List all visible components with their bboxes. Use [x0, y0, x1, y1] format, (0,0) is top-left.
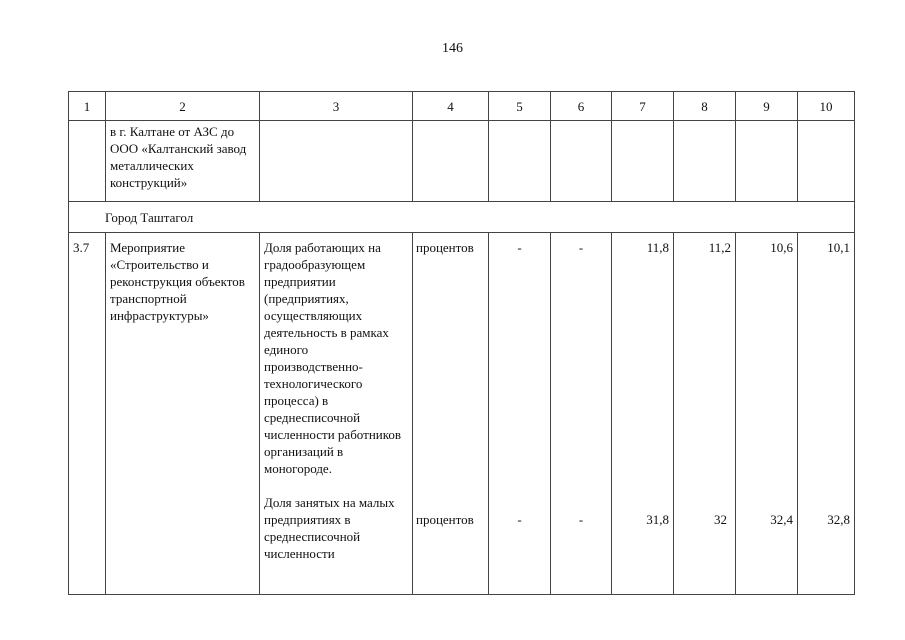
page-number: 146: [442, 41, 463, 56]
data-table: [68, 91, 855, 595]
continuation-name-cell: в г. Калтане от АЗС до ООО «Калтанский завод металлических конструкций»: [106, 121, 260, 202]
value: 31,8: [646, 512, 669, 527]
value: -: [578, 240, 584, 255]
table-cell: [612, 121, 674, 202]
header-cell: 8: [674, 92, 736, 121]
header-cell: 5: [489, 92, 551, 121]
indicator-unit: процентов: [416, 240, 474, 255]
table-cell: [798, 121, 855, 202]
value-cell-col10: [798, 233, 855, 595]
value-cell-col8: [674, 233, 736, 595]
indicator-name: Доля работающих на градообразующем предприятии (предприятиях, осуществляющих деятельность в рамках единого производственно-технологического процесса) в среднесписочной численности работников организаций в моногороде.: [264, 240, 402, 476]
value: -: [517, 240, 522, 255]
table-row: [69, 233, 855, 595]
value-cell-col9: [736, 233, 798, 595]
value: 10,6: [770, 240, 793, 255]
value: 11,8: [646, 240, 669, 255]
header-cell: 6: [551, 92, 612, 121]
header-cell: 10: [798, 92, 855, 121]
value: 10,1: [827, 240, 850, 255]
table-cell: [551, 121, 612, 202]
indicator-unit: процентов: [416, 512, 474, 527]
indicator-names-cell: [260, 233, 413, 595]
header-cell: 2: [106, 92, 260, 121]
value: 11,2: [708, 240, 731, 255]
value-cell-col5: [489, 233, 551, 595]
value: 32,8: [827, 512, 850, 527]
header-cell: 7: [612, 92, 674, 121]
header-cell: 4: [413, 92, 489, 121]
unit-cell: [413, 233, 489, 595]
table-cell: [489, 121, 551, 202]
header-cell: 3: [260, 92, 413, 121]
section-title: Город Таштагол: [69, 202, 855, 233]
header-cell: 1: [69, 92, 106, 121]
column-number-row: [69, 92, 855, 121]
section-row: [69, 202, 855, 233]
row-number: 3.7: [69, 233, 106, 595]
table-cell: [413, 121, 489, 202]
indicator-name: Доля занятых на малых предприятиях в среднесписочной численности: [264, 495, 395, 561]
value-cell-col7: [612, 233, 674, 595]
measure-name: Мероприятие «Строительство и реконструкция объектов транспортной инфраструктуры»: [106, 233, 260, 595]
table-cell: [69, 121, 106, 202]
continuation-row: [69, 121, 855, 202]
value: -: [517, 512, 522, 527]
table-cell: [260, 121, 413, 202]
header-cell: 9: [736, 92, 798, 121]
value-cell-col6: [551, 233, 612, 595]
value: -: [578, 512, 584, 527]
value: 32,4: [770, 512, 793, 527]
value: 32: [714, 512, 727, 527]
table-cell: [674, 121, 736, 202]
table-cell: [736, 121, 798, 202]
